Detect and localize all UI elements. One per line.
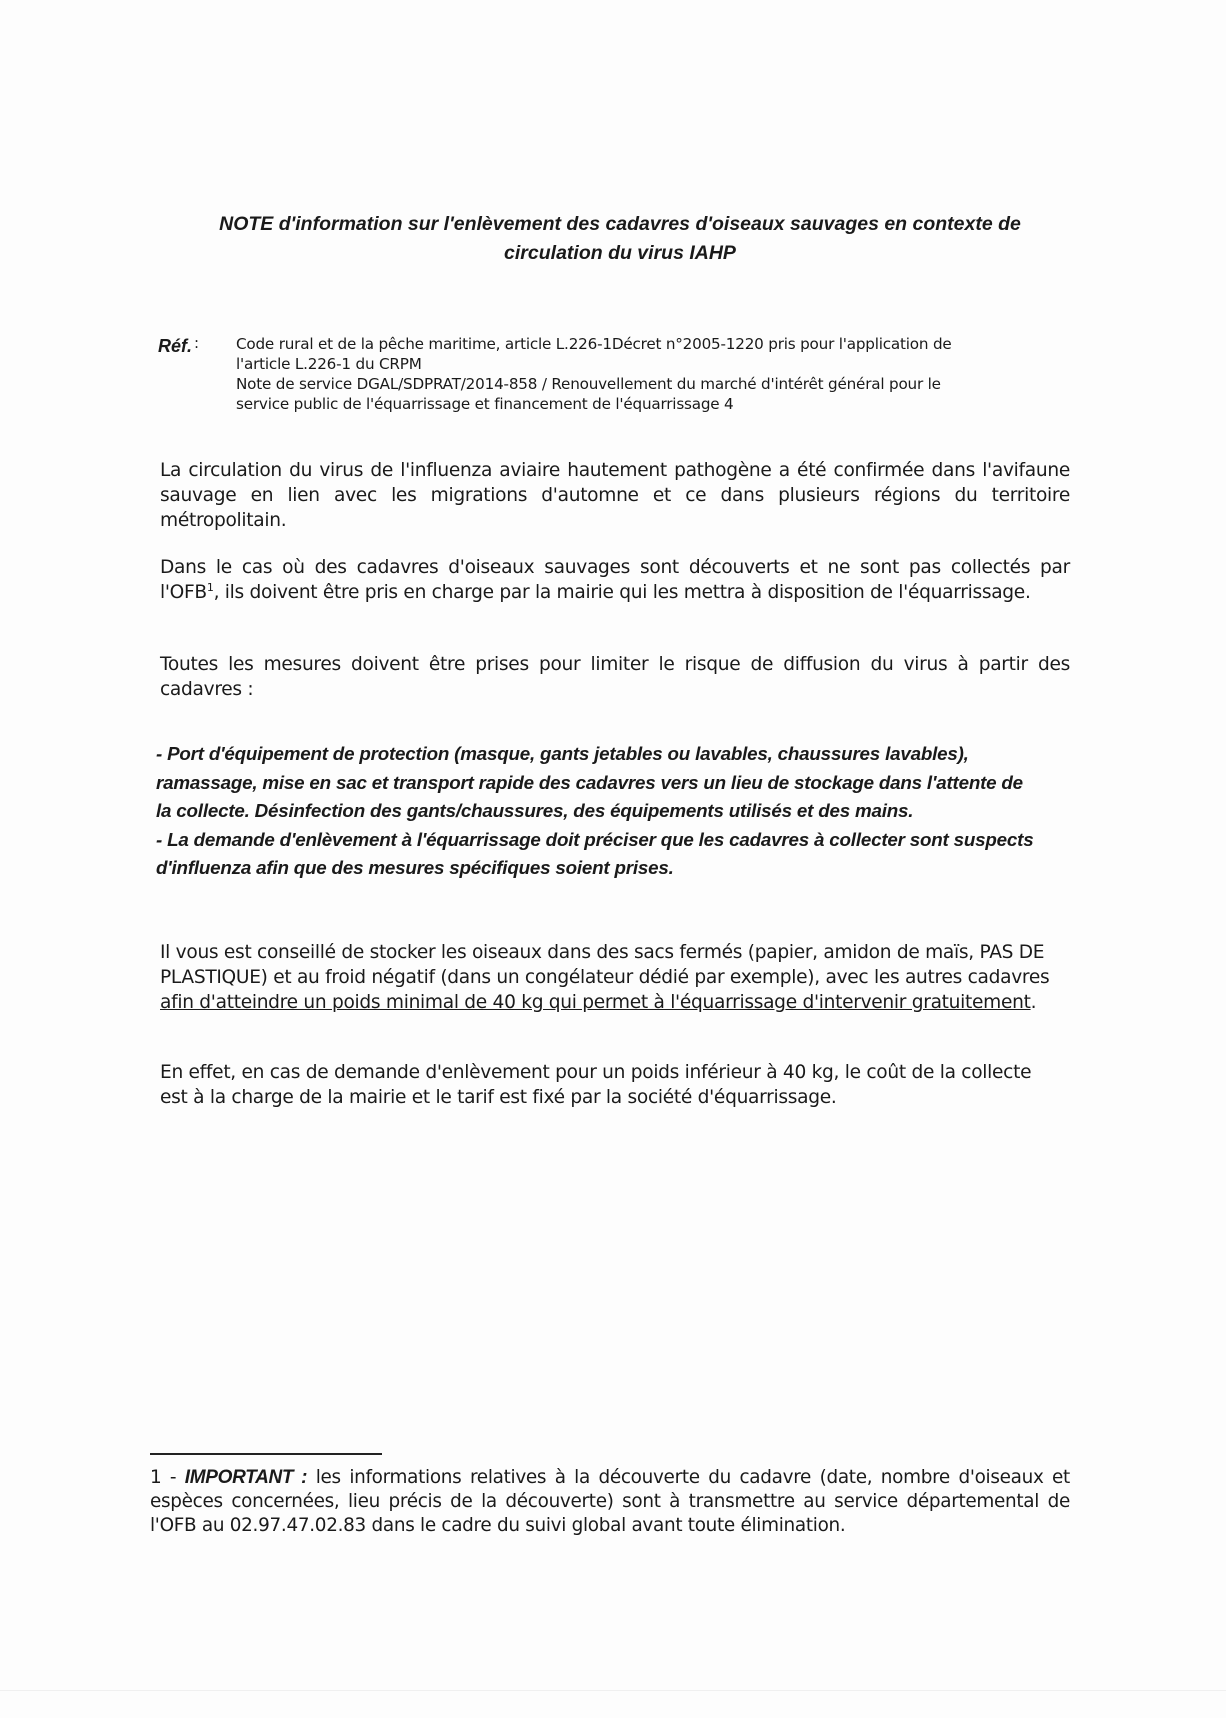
footnote (150, 1466, 1070, 1538)
scan-edge-divider (0, 1690, 1226, 1691)
measure-item: - Port d'équipement de protection (masque, gants jetables ou lavables, chaussures lavables), ramassage, mise en sac et transport rapide des cadavres vers un lieu de stockage dans l'attente de la collecte. Désinfection des gants/chaussures, des équipements utilisés et des mains. (156, 743, 1023, 821)
footnote-text: les informations relatives à la découverte du cadavre (date, nombre d'oiseaux et espèces concernées, lieu précis de la découverte) sont à transmettre au service départemental de l'OFB au 02.97.47.02.83 dans le cadre du suivi global avant toute élimination. (150, 1467, 1070, 1536)
footnote-important-label: IMPORTANT : (184, 1467, 308, 1488)
paragraph-responsibility (160, 555, 1070, 605)
footnote-separator (150, 1453, 382, 1455)
paragraph-cost: En effet, en cas de demande d'enlèvement pour un poids inférieur à 40 kg, le coût de la collecte est à la charge de la mairie et le tarif est fixé par la société d'équarrissage. (160, 1062, 1032, 1108)
reference-line: Note de service DGAL/SDPRAT/2014-858 / Renouvellement du marché d'intérêt général pour le (236, 375, 941, 393)
storage-advice-end: . (1030, 992, 1037, 1013)
references-colon: : (194, 334, 200, 352)
title-line-1: NOTE d'information sur l'enlèvement des cadavres d'oiseaux sauvages en contexte de (219, 213, 1021, 235)
paragraph-storage-advice (160, 940, 1050, 1015)
footnote-number: 1 - (150, 1467, 185, 1488)
paragraph-context: La circulation du virus de l'influenza aviaire hautement pathogène a été confirmée dans l'avifaune sauvage en lien avec les migrations d'automne et ce dans plusieurs régions du territoire métropolitain. (160, 460, 1070, 531)
measures-list (156, 740, 1036, 883)
document-title (180, 210, 1060, 268)
storage-advice-text: Il vous est conseillé de stocker les oiseaux dans des sacs fermés (papier, amidon de maïs, PAS DE PLASTIQUE) et au froid négatif (dans un congélateur dédié par exemple), avec les autres cadavres (160, 942, 1050, 988)
reference-line: l'article L.226-1 du CRPM (236, 355, 422, 373)
storage-advice-underlined: afin d'atteindre un poids minimal de 40 kg qui permet à l'équarrissage d'intervenir gratuitement (160, 992, 1031, 1013)
measure-item: - La demande d'enlèvement à l'équarrissage doit préciser que les cadavres à collecter sont suspects d'influenza afin que des mesures spécifiques soient prises. (156, 828, 1034, 878)
paragraph-responsibility-text: Dans le cas où des cadavres d'oiseaux sauvages sont découverts et ne sont pas collectés par l'OFB (160, 557, 1070, 603)
paragraph-measures-intro: Toutes les mesures doivent être prises pour limiter le risque de diffusion du virus à partir des cadavres : (160, 654, 1070, 700)
paragraph-responsibility-text-end: , ils doivent être pris en charge par la mairie qui les mettra à disposition de l'équarrissage. (213, 582, 1031, 603)
references-list (236, 334, 1086, 414)
reference-line: Code rural et de la pêche maritime, article L.226-1Décret n°2005-1220 pris pour l'application de (236, 335, 952, 353)
reference-line: service public de l'équarrissage et financement de l'équarrissage 4 (236, 395, 734, 413)
references-label: Réf. (158, 336, 193, 356)
title-line-2: circulation du virus IAHP (504, 242, 736, 264)
footnote-reference[interactable]: 1 (206, 580, 214, 594)
